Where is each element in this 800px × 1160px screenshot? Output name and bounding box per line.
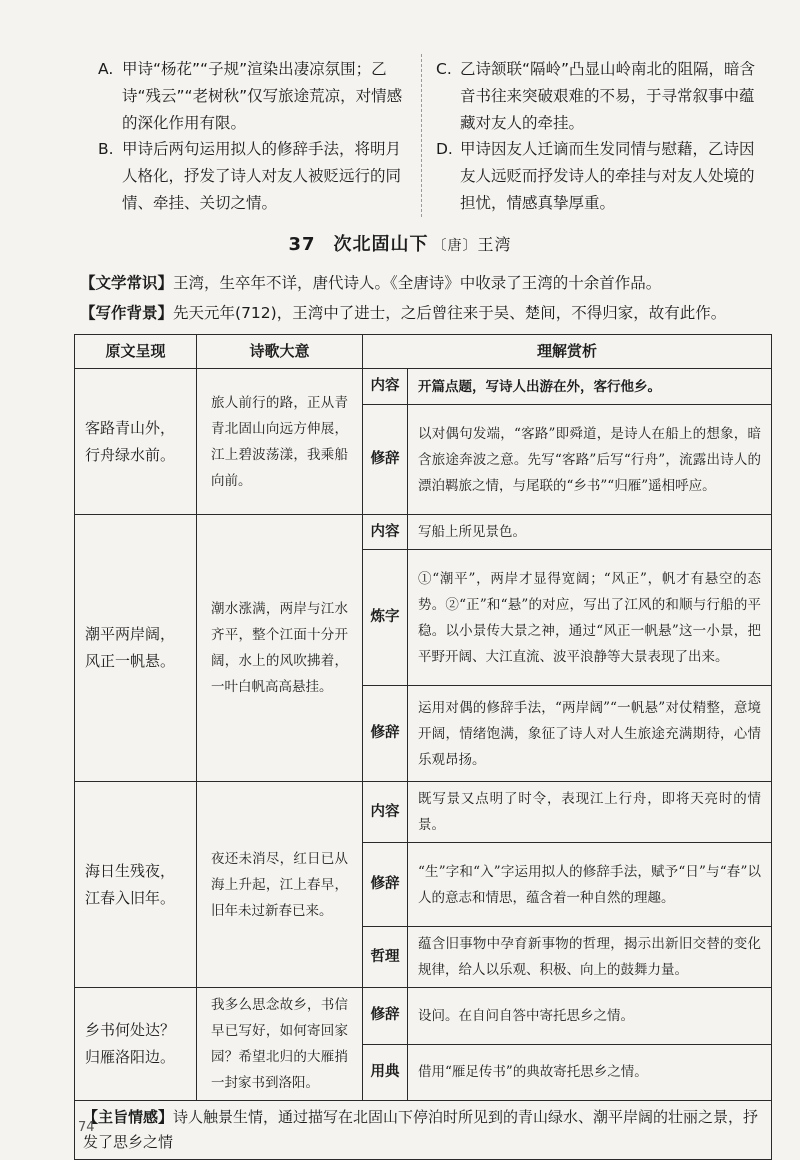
analysis-text: 蕴含旧事物中孕育新事物的哲理，揭示出新旧交替的变化规律，给人以乐观、积极、向上的鼓舞力量。	[408, 927, 772, 988]
table-row	[75, 988, 772, 1045]
table-row	[75, 369, 772, 405]
analysis-table	[74, 334, 772, 1160]
page-number: 74	[78, 1120, 95, 1135]
analysis-text: 既写景又点明了时令，表现江上行舟，即将天亮时的情景。	[408, 782, 772, 843]
option-c-label: C.	[436, 60, 452, 78]
analysis-text: 开篇点题，写诗人出游在外，客行他乡。	[408, 369, 772, 405]
poem-number: 37	[288, 234, 316, 255]
analysis-text: ①“潮平”，两岸才显得宽阔；“风正”，帆才有悬空的态势。②“正”和“悬”的对应，写出了江风的和顺与行船的平稳。以小景传大景之神，通过“风正一帆悬”这一小景，把平野开阔、大江直流、波平浪静等大景表现了出来。	[408, 550, 772, 686]
analysis-text: 写船上所见景色。	[408, 515, 772, 550]
theme-tag: 【主旨情感】	[83, 1108, 174, 1126]
header-meaning: 诗歌大意	[197, 335, 363, 369]
analysis-type: 用典	[363, 1044, 408, 1101]
option-d	[436, 136, 766, 217]
meaning-text: 我多么思念故乡，书信早已写好，如何寄回家园？希望北归的大雁捎一封家书到洛阳。	[197, 988, 363, 1101]
column-divider	[421, 54, 423, 217]
option-a	[98, 56, 410, 137]
writing-background	[80, 301, 770, 325]
analysis-type: 修辞	[363, 405, 408, 515]
option-c-text: 乙诗颔联“隔岭”凸显山岭南北的阻隔，暗含音书往来突破艰难的不易，于寻常叙事中蕴藏对友人的牵挂。	[460, 60, 756, 132]
header-analysis: 理解赏析	[363, 335, 772, 369]
theme-text: 诗人触景生情，通过描写在北固山下停泊时所见到的青山绿水、潮平岸阔的壮丽之景，抒发了思乡之情	[83, 1108, 759, 1151]
meaning-text: 潮水涨满，两岸与江水齐平，整个江面十分开阔，水上的风吹拂着，一叶白帆高高悬挂。	[197, 515, 363, 782]
original-text: 客路青山外，行舟绿水前。	[75, 369, 197, 515]
analysis-text: 设问。在自问自答中寄托思乡之情。	[408, 988, 772, 1045]
analysis-text: 借用“雁足传书”的典故寄托思乡之情。	[408, 1044, 772, 1101]
poem-author: 王湾	[477, 235, 512, 254]
literary-tag: 【文学常识】	[80, 274, 174, 292]
theme-row	[75, 1101, 772, 1160]
option-a-label: A.	[98, 60, 114, 78]
option-c	[436, 56, 766, 137]
analysis-type: 修辞	[363, 988, 408, 1045]
meaning-text: 夜还未消尽，红日已从海上升起，江上春早，旧年未过新春已来。	[197, 782, 363, 988]
analysis-type: 内容	[363, 515, 408, 550]
poem-title	[0, 230, 800, 256]
option-d-label: D.	[436, 140, 453, 158]
background-text: 先天元年(712)，王湾中了进士，之后曾往来于吴、楚间，不得归家，故有此作。	[173, 304, 727, 322]
option-a-text: 甲诗“杨花”“子规”渲染出凄凉氛围；乙诗“残云”“老树秋”仅写旅途荒凉，对情感的深化作用有限。	[122, 60, 403, 132]
option-b	[98, 136, 410, 217]
analysis-type: 修辞	[363, 686, 408, 782]
theme-cell	[75, 1101, 772, 1160]
header-original: 原文呈现	[75, 335, 197, 369]
analysis-type: 炼字	[363, 550, 408, 686]
analysis-text: “生”字和“入”字运用拟人的修辞手法，赋予“日”与“春”以人的意志和情思，蕴含着一种自然的理趣。	[408, 843, 772, 927]
original-text: 潮平两岸阔，风正一帆悬。	[75, 515, 197, 782]
literary-text: 王湾，生卒年不详，唐代诗人。《全唐诗》中收录了王湾的十余首作品。	[173, 274, 662, 292]
poem-dynasty: 〔唐〕	[432, 238, 478, 254]
literary-knowledge	[80, 271, 770, 295]
original-text: 海日生残夜，江春入旧年。	[75, 782, 197, 988]
option-b-text: 甲诗后两句运用拟人的修辞手法，将明月人格化，抒发了诗人对友人被贬远行的同情、牵挂、关切之情。	[122, 140, 402, 212]
background-tag: 【写作背景】	[80, 304, 174, 322]
analysis-type: 哲理	[363, 927, 408, 988]
analysis-text: 以对偶句发端，“客路”即舜道，是诗人在船上的想象，暗含旅途奔波之意。先写“客路”后写“行舟”，流露出诗人的漂泊羁旅之情，与尾联的“乡书”“归雁”遥相呼应。	[408, 405, 772, 515]
analysis-type: 内容	[363, 369, 408, 405]
table-row	[75, 515, 772, 550]
table-row	[75, 782, 772, 843]
option-b-label: B.	[98, 140, 114, 158]
analysis-type: 修辞	[363, 843, 408, 927]
poem-name: 次北固山下	[333, 234, 429, 255]
option-d-text: 甲诗因友人迁谪而生发同情与慰藉，乙诗因友人远贬而抒发诗人的牵挂与对友人处境的担忧，情感真挚厚重。	[460, 140, 755, 212]
analysis-type: 内容	[363, 782, 408, 843]
analysis-text: 运用对偶的修辞手法，“两岸阔”“一帆悬”对仗精整，意境开阔，情绪饱满，象征了诗人对人生旅途充满期待，心情乐观昂扬。	[408, 686, 772, 782]
original-text: 乡书何处达？归雁洛阳边。	[75, 988, 197, 1101]
meaning-text: 旅人前行的路，正从青青北固山向远方伸展，江上碧波荡漾，我乘船向前。	[197, 369, 363, 515]
